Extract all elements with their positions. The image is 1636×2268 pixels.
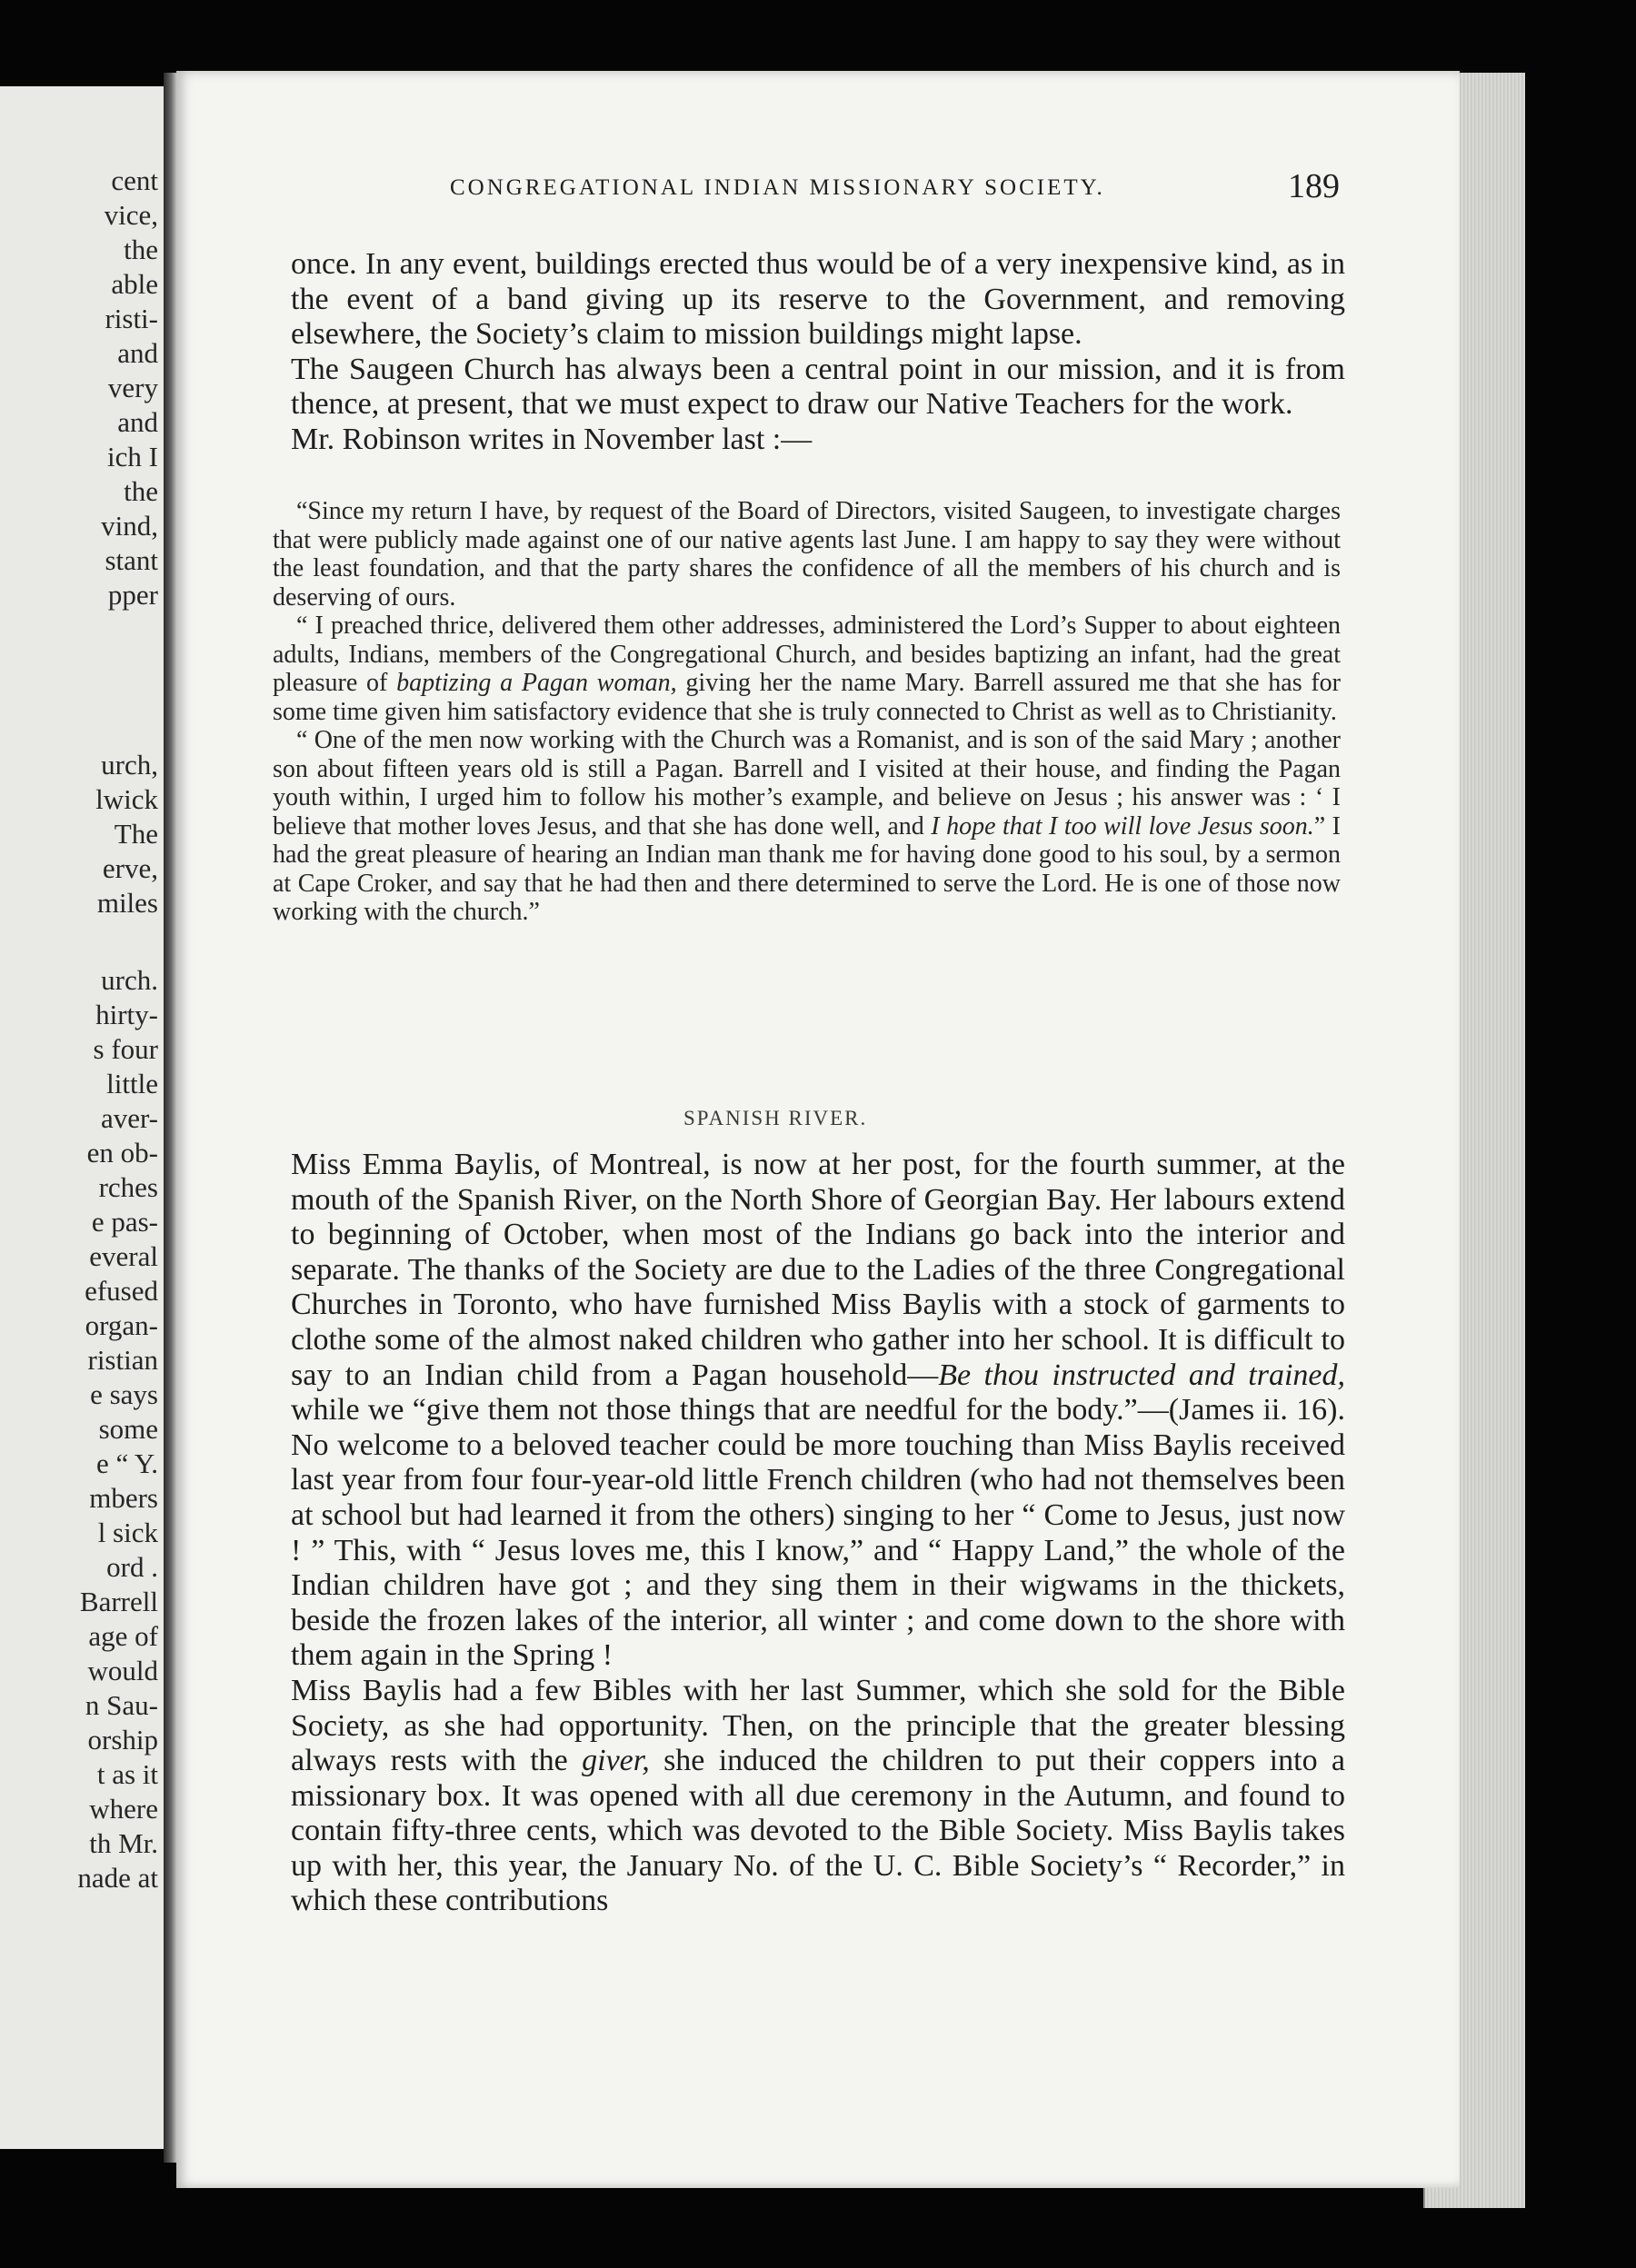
left-page-fragment: ich I — [107, 441, 158, 472]
left-page-fragment: able — [111, 268, 158, 300]
left-page-fragment: e “ Y. — [95, 1447, 158, 1479]
left-page-fragment: lwick — [95, 783, 158, 815]
left-page-fragment: th Mr. — [89, 1827, 158, 1859]
quote-paragraph-3 — [273, 726, 1341, 927]
left-page-fragment: s four — [93, 1033, 158, 1065]
quoted-letter — [273, 497, 1341, 927]
quote-2-text-a: “ I preached thrice, delivered them other addresses, administered the Lord’s Supper to about eighteen adults, Indians, members of the Congregational Church, and besides baptizing an infant, had the great pleasure of — [273, 612, 1341, 697]
left-page-fragment: some — [98, 1413, 158, 1445]
left-page-fragment: would — [87, 1655, 158, 1686]
left-page-fragment: en ob- — [86, 1137, 158, 1169]
left-page-fragment: the — [124, 475, 158, 507]
left-page-fragment: everal — [89, 1240, 158, 1272]
quote-paragraph-1: “Since my return I have, by request of the Board of Directors, visited Saugeen, to investigate charges that were publicly made against one of our native agents last June. I am happy to say they were without the least foundation, and that the party shares the confidence of all the members of his church and is deserving of ours. — [273, 497, 1341, 612]
intro-paragraph-1: once. In any event, buildings erected thus would be of a very inexpensive kind, as in the event of a band giving up its reserve to the Government, and removing elsewhere, the Society’s claim to mission buildings might lapse. — [291, 247, 1345, 352]
left-page-fragment: ristian — [87, 1344, 158, 1376]
left-page-fragment: orship — [87, 1724, 158, 1756]
left-page-fragment: The — [114, 818, 158, 850]
left-page-fragment: rches — [98, 1171, 158, 1203]
left-page-fragment: stant — [105, 544, 158, 576]
left-page-fragment: very — [107, 372, 158, 403]
intro-paragraph-3: Mr. Robinson writes in November last :— — [291, 422, 813, 456]
left-page-fragment: n Sau- — [85, 1689, 158, 1721]
section-2-italic: giver, — [582, 1744, 650, 1778]
intro-paragraph-2: The Saugeen Church has always been a central point in our mission, and it is from thence, at present, that we must expect to draw our Native Teachers for the work. — [291, 352, 1345, 422]
quote-paragraph-2 — [273, 612, 1341, 726]
book-gutter — [164, 73, 176, 2163]
left-page-fragment: pper — [107, 579, 158, 611]
quote-2-text-b: giving her the name Mary. Barrell assured me that she has for some time given him satisfactory evidence that she is truly connected to Christ as well as to Christianity. — [273, 669, 1342, 726]
section-text — [291, 1148, 1345, 1919]
quote-3-text-b: ” I had the great pleasure of hearing an Indian man thank me for having done good to his soul, by a sermon at Cape Croker, and say that he had then and there determined to serve the Lord. He is one of those now working with the church.” — [273, 811, 1342, 926]
running-head: CONGREGATIONAL INDIAN MISSIONARY SOCIETY. — [450, 175, 1105, 200]
left-page-fragment: organ- — [85, 1309, 158, 1341]
left-page-fragment: the — [124, 234, 158, 265]
left-page-fragment: mbers — [89, 1482, 158, 1514]
left-page-fragment: l sick — [97, 1517, 158, 1548]
section-1-italic: Be thou instructed and trained, — [938, 1358, 1345, 1392]
section-paragraph-2 — [291, 1674, 1345, 1919]
section-heading: SPANISH RIVER. — [683, 1107, 868, 1129]
section-2-text-a: Miss Baylis had a few Bibles with her last Summer, which she sold for the Bible Society, as she had opportunity. Then, on the principle that the greater blessing always rests with the — [291, 1673, 1345, 1778]
section-1-text-b: while we “give them not those things that are needful for the body.”—(James ii. 16). No welcome to a beloved teacher could be more touching than Miss Baylis received last year from four four-year-old little French children (who had not themselves been at school but had learned it from the others) singing to her “ Come to Jesus, just now ! ” This, with “ Jesus loves me, this I know,” and “ Happy Land,” the whole of the Indian children have got ; and they sing them in their wigwams in the thickets, beside the frozen lakes of the interior, all winter ; and come down to the shore with them again in the Spring ! — [291, 1393, 1345, 1673]
left-page-fragment: risti- — [105, 303, 158, 334]
left-page-fragment: where — [89, 1793, 158, 1825]
left-page-fragment: urch, — [101, 749, 158, 781]
quote-2-italic: baptizing a Pagan woman, — [396, 669, 677, 697]
left-page-fragment: age of — [88, 1620, 158, 1652]
section-paragraph-1 — [291, 1148, 1345, 1674]
left-page-fragment: and — [117, 337, 158, 369]
left-page-fragment: little — [106, 1068, 158, 1099]
left-page-fragment: erve, — [102, 852, 158, 884]
quote-3-text-a: “ One of the men now working with the Church was a Romanist, and is son of the said Mary ; another son about fifteen years old is still a Pagan. Barrell and I visited at their house, and finding the Pagan youth within, I urged him to follow his mother’s example, and believe on Jesus ; his answer was : ‘ I believe that mother loves Jesus, and that she has done well, and — [273, 726, 1341, 841]
left-page-fragment: e says — [90, 1378, 158, 1410]
left-page-fragment: hirty- — [95, 999, 158, 1030]
left-page-fragment: efused — [85, 1275, 158, 1307]
left-page-fragment: aver- — [100, 1102, 158, 1134]
left-page-fragment: miles — [96, 887, 158, 919]
section-1-text-a: Miss Emma Baylis, of Montreal, is now at her post, for the fourth summer, at the mouth of the Spanish River, on the North Shore of Georgian Bay. Her labours extend to beginning of October, when most of the Indians go back into the interior and separate. The thanks of the Society are due to the Ladies of the three Congregational Churches in Toronto, who have furnished Miss Baylis with a stock of garments to clothe some of the almost naked children who gather into her school. It is difficult to say to an Indian child from a Pagan household— — [291, 1148, 1345, 1392]
left-page-fragment: cent — [111, 164, 158, 196]
left-page-fragment: vice, — [104, 199, 158, 231]
left-page-fragment: nade at — [77, 1862, 158, 1894]
left-page-fragment: urch. — [101, 964, 158, 996]
left-page-fragment: Barrell — [79, 1586, 158, 1617]
left-page-fragment: ord . — [106, 1551, 158, 1583]
left-page-fragment: vind, — [101, 510, 158, 542]
previous-page-edge — [0, 86, 165, 2149]
page-number: 189 — [1288, 167, 1340, 205]
left-page-fragment: t as it — [96, 1758, 158, 1790]
left-page-fragment: e pas- — [91, 1206, 158, 1238]
intro-text — [291, 247, 1345, 458]
section-2-text-b: she induced the children to put their coppers into a missionary box. It was opened with all due ceremony in the Autumn, and found to contain fifty-three cents, which was devoted to the Bible Society. Miss Baylis takes up with her, this year, the January No. of the U. C. Bible Society’s “ Recorder,” in which these contributions — [291, 1744, 1346, 1918]
left-page-fragment: and — [117, 406, 158, 438]
quote-3-italic: I hope that I too will love Jesus soon. — [931, 811, 1314, 841]
